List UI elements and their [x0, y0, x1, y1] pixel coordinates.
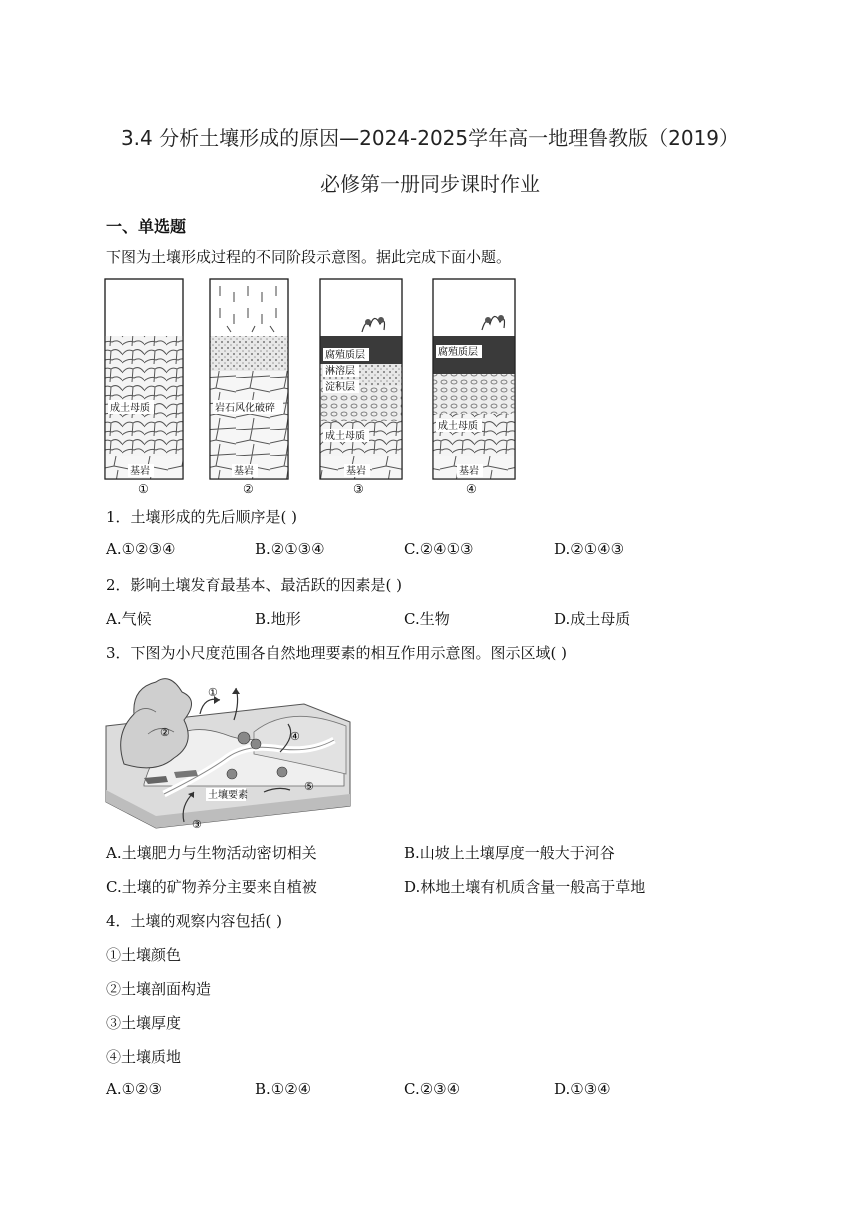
q4-item-1: ①土壤颜色 — [106, 946, 182, 964]
panel-4 — [433, 279, 515, 496]
q2-stem: 2．影响土壤发育最基本、最活跃的因素是( ) — [106, 576, 403, 594]
q4-stem: 4．土壤的观察内容包括( ) — [106, 912, 283, 930]
q1-stem: 1．土壤形成的先后顺序是( ) — [106, 508, 298, 526]
q3-option-c: C.土壤的矿物养分主要来自植被 — [106, 878, 317, 896]
panel-4-bedrock-label: 基岩 — [459, 466, 479, 477]
figure2-number-4: ④ — [290, 730, 300, 743]
geography-interaction-figure — [104, 674, 352, 830]
panel-3-illuvial-label: 淀积层 — [325, 382, 355, 393]
q4-item-2: ②土壤剖面构造 — [106, 980, 212, 998]
q1-option-a: A.①②③④ — [106, 540, 176, 558]
panel-4-number: ④ — [466, 482, 477, 496]
soil-formation-figure — [100, 274, 520, 499]
panel-3-bedrock-label: 基岩 — [346, 466, 366, 477]
panel-4-humus-label: 腐殖质层 — [438, 347, 478, 358]
q1-option-d: D.②①④③ — [554, 540, 625, 558]
q2-option-d: D.成土母质 — [554, 610, 631, 628]
title-line-1: 3.4 分析土壤形成的原因—2024-2025学年高一地理鲁教版（2019） — [120, 126, 740, 150]
panel-1-number: ① — [138, 482, 149, 496]
soil-element-label: 土壤要素 — [208, 790, 248, 801]
q4-item-3: ③土壤厚度 — [106, 1014, 182, 1032]
panel-4-parent-label: 成土母质 — [438, 421, 478, 432]
q4-item-4: ④土壤质地 — [106, 1048, 182, 1066]
q3-option-d: D.林地土壤有机质含量一般高于草地 — [404, 878, 646, 896]
panel-1 — [105, 279, 183, 496]
title-line-2: 必修第一册同步课时作业 — [320, 172, 540, 196]
panel-2-bedrock-label: 基岩 — [234, 466, 254, 477]
figure2-number-2: ② — [160, 726, 170, 739]
q3-option-b: B.山坡上土壤厚度一般大于河谷 — [404, 844, 615, 862]
panel-3-parent-label: 成土母质 — [325, 431, 365, 442]
panel-3-humus-label: 腐殖质层 — [325, 350, 365, 361]
panel-3-number: ③ — [353, 482, 364, 496]
panel-3-eluvial-label: 淋溶层 — [325, 366, 355, 377]
q4-option-d: D.①③④ — [554, 1080, 611, 1098]
panel-1-parent-label: 成土母质 — [110, 403, 150, 414]
q2-option-c: C.生物 — [404, 610, 450, 628]
q4-option-b: B.①②④ — [255, 1080, 312, 1098]
q1-option-c: C.②④①③ — [404, 540, 474, 558]
figure2-number-5: ⑤ — [304, 780, 314, 793]
panel-1-bedrock-label: 基岩 — [130, 466, 150, 477]
q2-option-a: A.气候 — [106, 610, 152, 628]
q4-option-a: A.①②③ — [106, 1080, 162, 1098]
q4-option-c: C.②③④ — [404, 1080, 461, 1098]
q3-stem: 3．下图为小尺度范围各自然地理要素的相互作用示意图。图示区域( ) — [106, 644, 568, 662]
q3-option-a: A.土壤肥力与生物活动密切相关 — [106, 844, 317, 862]
intro-text: 下图为土壤形成过程的不同阶段示意图。据此完成下面小题。 — [106, 248, 512, 266]
q2-option-b: B.地形 — [255, 610, 301, 628]
section-heading: 一、单选题 — [106, 217, 187, 236]
figure2-number-1: ① — [208, 686, 218, 699]
panel-2-weathering-label: 岩石风化破碎 — [215, 403, 275, 414]
q1-option-b: B.②①③④ — [255, 540, 325, 558]
panel-2 — [210, 279, 288, 496]
figure2-number-3: ③ — [192, 818, 202, 830]
panel-3 — [320, 279, 402, 496]
panel-2-number: ② — [243, 482, 254, 496]
